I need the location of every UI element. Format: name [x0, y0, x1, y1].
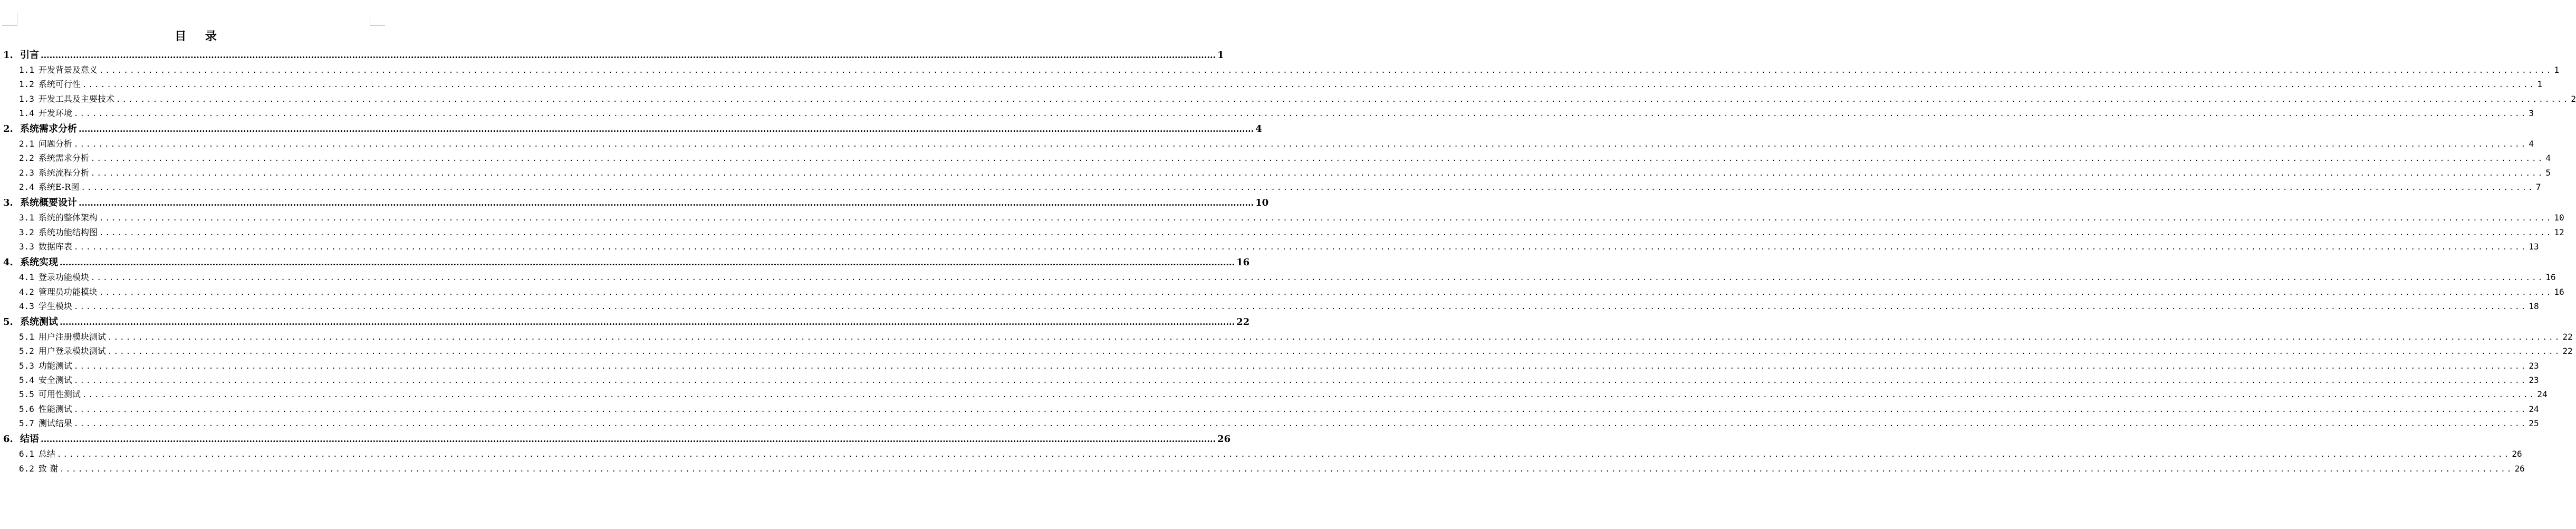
- section-title: 致 谢: [38, 463, 58, 474]
- section-title: 可用性测试: [38, 389, 81, 400]
- chapter-title: 系统概要设计: [20, 197, 77, 209]
- section-title: 学生模块: [38, 301, 72, 311]
- section-number: 6.1: [19, 449, 34, 459]
- dot-leader: ................................................................................................................................................................................................................................................................................................................................................................................................................: [90, 274, 2544, 283]
- toc-section-entry[interactable]: [0, 76, 2543, 90]
- toc-section-entry[interactable]: [0, 62, 2560, 76]
- section-page-number: 26: [2514, 463, 2525, 474]
- section-title: 系统E-R图: [38, 182, 80, 193]
- toc-section-entry[interactable]: [0, 446, 2522, 460]
- dot-leader: ................................................................................................................................................................................................................................................................................................................................................................................................................: [73, 405, 2527, 414]
- section-title: 数据库表: [38, 241, 72, 252]
- section-title: 登录功能模块: [38, 272, 89, 283]
- section-page-number: 26: [2512, 449, 2522, 459]
- section-title: 开发环境: [38, 108, 72, 118]
- table-of-contents: [0, 45, 2576, 475]
- dot-leader: ................................................................................................................................................................................................................................................................................................................................................................................................................: [73, 243, 2527, 252]
- section-title: 性能测试: [38, 403, 72, 414]
- section-page-number: 16: [2545, 272, 2556, 283]
- section-number: 1.1: [19, 65, 34, 75]
- section-number: 5.7: [19, 418, 34, 428]
- section-number: 5.4: [19, 375, 34, 386]
- section-title: 系统的整体架构: [38, 213, 98, 223]
- chapter-number: 2.: [3, 123, 13, 135]
- section-page-number: 16: [2554, 286, 2564, 297]
- chapter-page-number: 22: [1236, 316, 1250, 328]
- dot-leader: ................................................................................................................................................................................................................................................................................................................................................................................................................: [90, 169, 2544, 178]
- toc-section-entry[interactable]: [0, 401, 2539, 415]
- chapter-title: 结语: [20, 434, 39, 445]
- section-page-number: 4: [2529, 139, 2534, 149]
- dot-leader: ................................................................................................................................................................................................................................................................................................................................................................................................................: [73, 377, 2527, 386]
- dot-leader: ................................................................................................................................................................................................................................................................................................................................................................................................................: [60, 257, 1235, 268]
- dot-leader: ................................................................................................................................................................................................................................................................................................................................................................................................................: [41, 434, 1216, 445]
- dot-leader: ................................................................................................................................................................................................................................................................................................................................................................................................................: [73, 362, 2527, 371]
- chapter-number: 4.: [3, 257, 13, 268]
- page-corner-mark-right: [370, 13, 385, 26]
- toc-title: 目 录: [175, 30, 224, 43]
- dot-leader: ................................................................................................................................................................................................................................................................................................................................................................................................................: [73, 419, 2527, 428]
- section-number: 2.2: [19, 153, 34, 163]
- toc-section-entry[interactable]: [0, 298, 2539, 312]
- dot-leader: ................................................................................................................................................................................................................................................................................................................................................................................................................: [81, 184, 2534, 193]
- toc-chapter-entry[interactable]: [0, 429, 1231, 446]
- section-page-number: 2: [2571, 93, 2576, 104]
- section-title: 管理员功能模块: [38, 286, 98, 297]
- section-page-number: 13: [2529, 241, 2539, 252]
- chapter-title: 引言: [20, 50, 39, 61]
- dot-leader: ................................................................................................................................................................................................................................................................................................................................................................................................................: [82, 81, 2536, 90]
- chapter-page-number: 1: [1217, 50, 1224, 61]
- chapter-number: 6.: [3, 434, 13, 445]
- section-title: 功能测试: [38, 360, 72, 371]
- dot-leader: ................................................................................................................................................................................................................................................................................................................................................................................................................: [79, 198, 1254, 208]
- section-number: 5.1: [19, 332, 34, 342]
- section-number: 5.6: [19, 403, 34, 414]
- dot-leader: ................................................................................................................................................................................................................................................................................................................................................................................................................: [41, 50, 1216, 60]
- dot-leader: ................................................................................................................................................................................................................................................................................................................................................................................................................: [107, 333, 2561, 342]
- section-page-number: 23: [2529, 375, 2539, 386]
- toc-chapter-entry[interactable]: [0, 253, 1250, 269]
- toc-section-entry[interactable]: [0, 224, 2564, 238]
- toc-chapter-entry[interactable]: [0, 45, 1224, 62]
- chapter-page-number: 10: [1255, 197, 1269, 209]
- section-page-number: 5: [2545, 167, 2551, 178]
- dot-leader: ................................................................................................................................................................................................................................................................................................................................................................................................................: [73, 109, 2527, 118]
- section-number: 6.2: [19, 463, 34, 474]
- toc-section-entry[interactable]: [0, 238, 2539, 253]
- section-page-number: 18: [2529, 301, 2539, 311]
- section-page-number: 22: [2562, 346, 2573, 357]
- section-number: 2.1: [19, 139, 34, 149]
- section-number: 2.3: [19, 167, 34, 178]
- section-page-number: 10: [2554, 213, 2564, 223]
- toc-section-entry[interactable]: [0, 460, 2525, 475]
- dot-leader: ................................................................................................................................................................................................................................................................................................................................................................................................................: [116, 95, 2570, 104]
- toc-section-entry[interactable]: [0, 372, 2539, 386]
- dot-leader: ................................................................................................................................................................................................................................................................................................................................................................................................................: [56, 450, 2511, 459]
- chapter-title: 系统需求分析: [20, 123, 77, 135]
- section-number: 3.3: [19, 241, 34, 252]
- section-page-number: 1: [2537, 79, 2543, 90]
- chapter-number: 5.: [3, 316, 13, 328]
- dot-leader: ................................................................................................................................................................................................................................................................................................................................................................................................................: [60, 317, 1235, 328]
- toc-section-entry[interactable]: [0, 150, 2551, 164]
- chapter-page-number: 4: [1255, 123, 1262, 135]
- dot-leader: ................................................................................................................................................................................................................................................................................................................................................................................................................: [99, 66, 2553, 75]
- chapter-page-number: 16: [1236, 257, 1250, 268]
- section-title: 用户登录模块测试: [38, 346, 106, 357]
- section-number: 4.3: [19, 301, 34, 311]
- section-number: 3.2: [19, 227, 34, 237]
- section-number: 5.5: [19, 389, 34, 400]
- dot-leader: ................................................................................................................................................................................................................................................................................................................................................................................................................: [73, 140, 2527, 149]
- toc-section-entry[interactable]: [0, 415, 2539, 429]
- toc-section-entry[interactable]: [0, 329, 2573, 343]
- section-page-number: 25: [2529, 418, 2539, 428]
- toc-section-entry[interactable]: [0, 269, 2556, 283]
- chapter-page-number: 26: [1217, 434, 1231, 445]
- toc-section-entry[interactable]: [0, 209, 2564, 224]
- section-title: 系统流程分析: [38, 167, 89, 178]
- section-page-number: 4: [2545, 153, 2551, 163]
- section-title: 问题分析: [38, 139, 72, 149]
- section-number: 5.3: [19, 360, 34, 371]
- page-corner-mark-left: [2, 13, 17, 26]
- toc-section-entry[interactable]: [0, 358, 2539, 372]
- dot-leader: ................................................................................................................................................................................................................................................................................................................................................................................................................: [107, 348, 2561, 357]
- section-title: 开发背景及意义: [38, 65, 98, 75]
- chapter-title: 系统实现: [20, 257, 58, 268]
- section-title: 安全测试: [38, 375, 72, 386]
- toc-section-entry[interactable]: [0, 91, 2576, 105]
- section-page-number: 24: [2529, 403, 2539, 414]
- section-title: 开发工具及主要技术: [38, 93, 114, 104]
- dot-leader: ................................................................................................................................................................................................................................................................................................................................................................................................................: [99, 228, 2553, 237]
- section-number: 4.2: [19, 286, 34, 297]
- section-number: 5.2: [19, 346, 34, 357]
- dot-leader: ................................................................................................................................................................................................................................................................................................................................................................................................................: [99, 214, 2553, 223]
- toc-section-entry[interactable]: [0, 386, 2548, 400]
- dot-leader: ................................................................................................................................................................................................................................................................................................................................................................................................................: [73, 302, 2527, 311]
- dot-leader: ................................................................................................................................................................................................................................................................................................................................................................................................................: [79, 124, 1254, 134]
- section-page-number: 24: [2537, 389, 2548, 400]
- toc-chapter-entry[interactable]: [0, 193, 1269, 209]
- section-page-number: 22: [2562, 332, 2573, 342]
- section-title: 总结: [38, 449, 55, 459]
- toc-section-entry[interactable]: [0, 165, 2551, 179]
- chapter-number: 1.: [3, 50, 13, 61]
- toc-chapter-entry[interactable]: [0, 312, 1250, 329]
- chapter-title: 系统测试: [20, 316, 58, 328]
- dot-leader: ................................................................................................................................................................................................................................................................................................................................................................................................................: [90, 155, 2544, 163]
- chapter-number: 3.: [3, 197, 13, 209]
- toc-section-entry[interactable]: [0, 136, 2534, 150]
- dot-leader: ................................................................................................................................................................................................................................................................................................................................................................................................................: [99, 288, 2553, 297]
- section-number: 2.4: [19, 182, 34, 193]
- section-number: 3.1: [19, 213, 34, 223]
- toc-section-entry[interactable]: [0, 284, 2564, 298]
- section-title: 系统需求分析: [38, 153, 89, 163]
- section-title: 测试结果: [38, 418, 72, 428]
- section-number: 1.3: [19, 93, 34, 104]
- section-title: 用户注册模块测试: [38, 332, 106, 342]
- toc-section-entry[interactable]: [0, 343, 2573, 357]
- toc-chapter-entry[interactable]: [0, 119, 1262, 136]
- section-page-number: 23: [2529, 360, 2539, 371]
- section-page-number: 3: [2529, 108, 2534, 118]
- section-number: 1.2: [19, 79, 34, 90]
- section-number: 4.1: [19, 272, 34, 283]
- section-page-number: 12: [2554, 227, 2564, 237]
- toc-section-entry[interactable]: [0, 105, 2534, 119]
- section-number: 1.4: [19, 108, 34, 118]
- section-page-number: 1: [2554, 65, 2560, 75]
- dot-leader: ................................................................................................................................................................................................................................................................................................................................................................................................................: [82, 391, 2536, 400]
- section-title: 系统功能结构图: [38, 227, 98, 237]
- dot-leader: ................................................................................................................................................................................................................................................................................................................................................................................................................: [60, 465, 2513, 474]
- toc-section-entry[interactable]: [0, 179, 2541, 193]
- section-title: 系统可行性: [38, 79, 81, 90]
- section-page-number: 7: [2535, 182, 2541, 193]
